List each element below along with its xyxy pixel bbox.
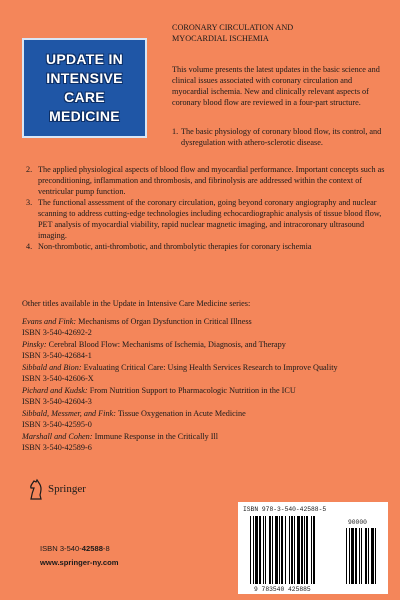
item-number: 3.: [26, 198, 33, 207]
barcode-bar: [291, 516, 293, 584]
barcode-bar: [255, 516, 258, 584]
publisher-name: Springer: [48, 483, 86, 495]
price-bar: [346, 528, 347, 584]
barcode-number: 9 783540 425885: [254, 586, 311, 593]
book-authors: Pichard and Kudsk:: [22, 386, 88, 395]
barcode-bar: [281, 516, 283, 584]
book-authors: Marshall and Cohen:: [22, 432, 93, 441]
book-isbn: ISBN 3-540-42589-6: [22, 443, 92, 452]
book-entry: [22, 431, 392, 453]
book-isbn: ISBN 3-540-42604-3: [22, 397, 92, 406]
barcode-bar: [294, 516, 295, 584]
barcode-bars: [238, 502, 388, 594]
book-authors: Sibbald, Messmer, and Fink:: [22, 409, 116, 418]
item-text: Non-thrombotic, anti-thrombotic, and thrombolytic therapies for coronary ischemia: [38, 242, 312, 251]
other-titles-heading: Other titles available in the Update in Intensive Care Medicine series:: [22, 299, 251, 308]
barcode-bar: [269, 516, 271, 584]
other-titles-list: [22, 316, 392, 454]
title-line-2: MYOCARDIAL ISCHEMIA: [172, 34, 269, 43]
barcode-isbn: ISBN 978-3-540-42588-5: [243, 506, 327, 513]
barcode-box: [238, 502, 388, 594]
barcode-bar: [297, 516, 300, 584]
item-text: The applied physiological aspects of blood flow and myocardial performance. Important concepts such as preconditioning, inflammation and thrombosis, and fibrinolysis are addressed within the context of ventricular pump function.: [38, 165, 385, 196]
price-bar: [349, 528, 350, 584]
barcode-bar: [263, 516, 264, 584]
book-isbn: ISBN 3-540-42606-X: [22, 374, 94, 383]
book-entry: [22, 408, 392, 430]
price-bar: [361, 528, 362, 584]
barcode-bar: [253, 516, 254, 584]
barcode-bar: [250, 516, 251, 584]
publisher-isbn: ISBN 3-540-42588-8: [40, 544, 110, 553]
barcode-bar: [265, 516, 266, 584]
item-number: 4.: [26, 242, 33, 251]
book-title-text: Cerebral Blood Flow: Mechanisms of Ischemia, Diagnosis, and Therapy: [48, 340, 286, 349]
barcode-price-code: 90000: [348, 519, 367, 526]
publisher-logo: [28, 478, 86, 500]
publisher-url: www.springer-ny.com: [40, 558, 119, 567]
price-bar: [365, 528, 367, 584]
barcode-bar: [304, 516, 305, 584]
book-title: [172, 22, 387, 44]
book-title-text: Tissue Oxygenation in Acute Medicine: [117, 409, 246, 418]
price-bar: [371, 528, 374, 584]
barcode-bar: [275, 516, 278, 584]
barcode-bar: [301, 516, 303, 584]
list-item-2: [26, 164, 390, 197]
intro-paragraph: This volume presents the latest updates in the basic science and clinical issues associated with coronary circulation and myocardial ischemia. New and clinically relevant aspects of coronary blood flow are reviewed in a four-part structure.: [172, 65, 380, 107]
book-entry: [22, 316, 392, 338]
structure-list: [26, 164, 390, 252]
logo-line-1: UPDATE IN: [45, 51, 124, 67]
logo-line-2: INTENSIVE: [46, 70, 123, 86]
title-line-1: CORONARY CIRCULATION AND: [172, 23, 294, 32]
book-title-text: Immune Response in the Critically Ill: [94, 432, 219, 441]
book-authors: Evans and Fink:: [22, 317, 77, 326]
logo-line-4: MEDICINE: [49, 108, 120, 124]
item-text: The functional assessment of the coronary circulation, going beyond coronary angiography and nuclear scanning to address cutting-edge technologies including echocardiographic analysis of tissue blood flow, PET analysis of myocardial viability, rapid nuclear magnetic imaging, and intracoronary ultrasound imaging.: [38, 198, 382, 240]
barcode-bar: [285, 516, 286, 584]
barcode-bar: [311, 516, 312, 584]
book-entry: [22, 339, 392, 361]
book-entry: [22, 385, 392, 407]
item-number: 1.: [172, 127, 179, 136]
chess-knight-icon: [28, 478, 44, 500]
book-title-text: From Nutrition Support to Pharmacologic Nutrition in the ICU: [89, 386, 296, 395]
book-authors: Pinsky:: [22, 340, 47, 349]
barcode-bar: [272, 516, 273, 584]
list-item-1: [172, 126, 390, 148]
barcode-bar: [259, 516, 261, 584]
logo-line-3: CARE: [64, 89, 105, 105]
price-bar: [351, 528, 354, 584]
book-entry: [22, 362, 392, 384]
series-logo: [22, 38, 147, 138]
price-bar: [375, 528, 376, 584]
list-item-4: [26, 241, 390, 252]
book-authors: Sibbald and Bion:: [22, 363, 82, 372]
item-text: The basic physiology of coronary blood flow, its control, and dysregulation with athero-sclerotic disease.: [181, 127, 382, 147]
book-title-text: Mechanisms of Organ Dysfunction in Critical Illness: [78, 317, 252, 326]
book-isbn: ISBN 3-540-42684-1: [22, 351, 92, 360]
book-isbn: ISBN 3-540-42595-0: [22, 420, 92, 429]
list-item-3: [26, 197, 390, 241]
price-bar: [368, 528, 369, 584]
item-number: 2.: [26, 165, 33, 174]
barcode-bar: [313, 516, 315, 584]
price-bar: [359, 528, 360, 584]
book-title-text: Evaluating Critical Care: Using Health Services Research to Improve Quality: [83, 363, 338, 372]
price-bar: [355, 528, 357, 584]
barcode-bar: [306, 516, 308, 584]
barcode-bar: [279, 516, 280, 584]
barcode-bar: [289, 516, 290, 584]
book-isbn: ISBN 3-540-42692-2: [22, 328, 92, 337]
